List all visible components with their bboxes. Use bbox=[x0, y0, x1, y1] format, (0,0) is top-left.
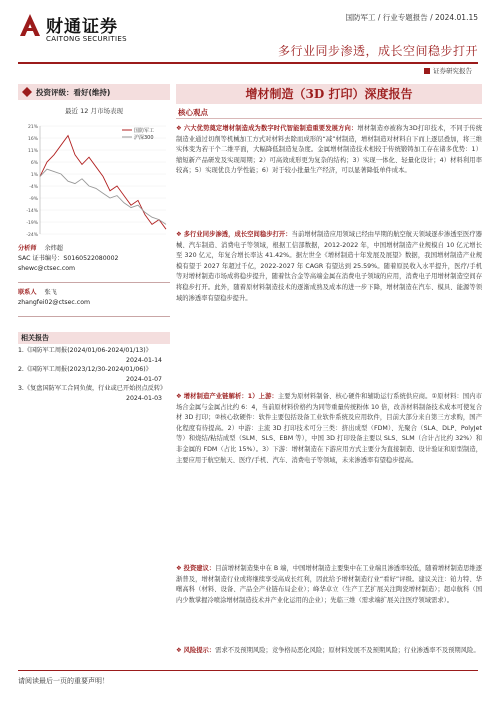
legend-label: 国防军工 bbox=[134, 127, 155, 134]
report-title: 增材制造（3D 打印）深度报告 bbox=[176, 84, 482, 104]
paragraph-industry-chain: ❖ 增材制造产业链解析：1）上游：主要为原材料制备、核心硬件和辅助运行系统供应商。①原材料：国内市场合金属与金属占比约 6：4，当前原材料价格约为同等重量传统粉体 10 倍，改善材料制备技术成本可使复合材 3D 打印；②核心软硬件：软件主要包括设备工业软件系统及应用软件，目前大部分来自第三方求购，国产化程度有待提高。2）中游：主流 3D 打印技术可分三类：挤出成型（FDM）、光聚合（SLA、DLP、PolyJet 等）和烧结/粘结成型（SLM、SLS、EBM 等），中国 3D 打印设备主要以 SLS、SLM（合计占比约 32%）和非金属的 FDM（占比 15%）。3）下游：增材制造在下游应用方式主要分为直接制造、设计验证和原型制造，主要应用于航空航天、医疗/手机、汽车、消费电子等领域，未来渗透率有望稳步提高。 bbox=[176, 393, 482, 464]
diamond-bullet-icon: ❖ bbox=[176, 393, 182, 400]
contact-email[interactable]: zhangfei02@ctsec.com bbox=[18, 299, 91, 306]
diamond-bullet-icon: ❖ bbox=[176, 565, 182, 572]
related-report-item[interactable]: 3.《复盘国防军工合同负债，行业或已开始拐点反转》 2024-01-03 bbox=[18, 385, 167, 402]
y-tick-label: 1% bbox=[30, 173, 38, 178]
related-report-item[interactable]: 1.《国防军工周报(2024/01/06-2024/01/13)》 2024-01-14 bbox=[18, 347, 162, 364]
investment-rating: 投资评级：看好(维持) bbox=[36, 88, 111, 97]
paragraph-risk: ❖ 风险提示：需求不及预期风险；竞争格局恶化风险；原材料发展不及预期风险；行业渗透率不及预期风险。 bbox=[176, 647, 480, 654]
related-reports-list bbox=[18, 346, 170, 403]
y-tick-label: 16% bbox=[27, 137, 38, 142]
tag-square-icon bbox=[424, 68, 430, 74]
analyst-role: 分析师 bbox=[18, 245, 37, 252]
header-divider bbox=[18, 62, 478, 64]
contact-role: 联系人 bbox=[18, 289, 37, 296]
y-tick-label: 21% bbox=[27, 125, 38, 130]
diamond-bullet-icon: ❖ bbox=[176, 231, 182, 238]
y-tick-label: -19% bbox=[26, 221, 38, 226]
y-tick-label: -14% bbox=[26, 209, 38, 214]
analyst-divider bbox=[18, 282, 170, 283]
footer-notice: 请阅读最后一页的重要声明！ bbox=[18, 677, 109, 685]
contact-name: 张飞 bbox=[44, 289, 57, 296]
y-tick-label: 11% bbox=[27, 149, 38, 154]
paragraph-advantages: ❖ 六大优势奠定增材制造成为数字时代智能制造重要发展方向：增材制造亦被称为3D打印技术，不同于传统制造业通过切削等机械加工方式对材料去除而成形的“减”材制造，增材制造对材料自下而上逐层叠加，将三维实体变为若干个二维平面，大幅降低制造复杂度。金属增材制造技术相较于传统锻铸加工存在诸多优势：1）缩短新产品研发及实现周期；2）可高效成形更为复杂的结构；3）实现一体化、轻量化设计；4）材料利用率较高；5）实现优良力学性能；6）对于较小批量生产经济，可以显著降低单件成本。 bbox=[176, 125, 483, 175]
diamond-bullet-icon: ❖ bbox=[176, 125, 182, 132]
report-meta: 国防军工 / 行业专题报告 / 2024.01.15 bbox=[345, 13, 478, 22]
related-reports-heading: 相关报告 bbox=[18, 332, 170, 344]
contact-divider bbox=[18, 316, 170, 317]
caitong-logo-icon bbox=[18, 12, 42, 38]
legend-label: 沪深300 bbox=[134, 134, 154, 141]
y-tick-label: 6% bbox=[30, 161, 38, 166]
chart-title: 最近 12 月市场表现 bbox=[65, 107, 123, 115]
analyst-block bbox=[18, 244, 170, 274]
diamond-bullet-icon: ❖ bbox=[176, 647, 182, 654]
report-headline: 多行业同步渗透，成长空间稳步打开 bbox=[277, 44, 478, 58]
report-tag bbox=[424, 66, 478, 77]
rating-bar bbox=[18, 84, 170, 100]
y-tick-label: -4% bbox=[29, 185, 38, 190]
core-views-heading: 核心观点 bbox=[176, 107, 482, 119]
diamond-bullet-icon bbox=[22, 87, 32, 97]
y-tick-label: -24% bbox=[26, 233, 38, 238]
paragraph-investment-advice: ❖ 投资建议：目前增材制造集中在 B 端，中国增材制造主要集中在工业端且渗透率较低，随着增材制造思维逐渐普及，增材制造行业或将继续享受高成长红利，因此给予增材制造行业“看好”评级。建议关注：铂力特、华曙高科（材料、设备、产品全产业链布局企业）；峰华卓立（生产工艺扩展关注陶瓷增材制造）；超卓航科（国内少数掌握冷喷涂增材制造技术并产业化运用的企业）；先临三维（需求端扩展关注医疗领域需求）。 bbox=[176, 565, 482, 604]
related-report-item[interactable]: 2.《国防军工周报(2023/12/30-2024/01/06)》 2024-01-07 bbox=[18, 366, 162, 383]
analyst-email[interactable]: shewc@ctsec.com bbox=[18, 265, 76, 272]
tag-text: 证券研究报告 bbox=[433, 67, 472, 75]
y-tick-label: -9% bbox=[29, 197, 38, 202]
series-line-0 bbox=[40, 136, 166, 230]
logo bbox=[18, 10, 168, 46]
series-line-1 bbox=[40, 169, 166, 224]
analyst-name: 余炜超 bbox=[44, 245, 63, 252]
contact-block bbox=[18, 288, 170, 308]
market-performance-chart bbox=[18, 118, 170, 242]
logo-cn: 财通证券 bbox=[46, 17, 118, 37]
analyst-sac: SAC 证书编号：S0160522080002 bbox=[18, 255, 119, 262]
paragraph-penetration: ❖ 多行业同步渗透，成长空间稳步打开：当前增材制造应用领域已经由早期的航空航天领域逐步渗透至医疗器械、汽车制造、消费电子等领域，根据工信部数据，2012-2022 年，中国增材制造产业规模自 10 亿元增长至 320 亿元，年复合增长率达 41.42%。据左世全《增材制造十年发展及展望》数据，我国增材制造产业规模有望于 2027 年超过千亿，2022-2027 年 CAGR 有望达到 25.59%。随着原民收入水平提升，医疗/手机等对增材制造市场成将稳步提升，随着钛合金等高端金属在消费电子领域的应用，消费电子用增材制造空间存将稳步打开。此外，随着原材料制造技术的逐渐成熟及成本的进一步下降，增材制造在汽车、模具、能源等领域的渗透率有望稳步提升。 bbox=[176, 231, 483, 302]
logo-en: CAITONG SECURITIES bbox=[46, 35, 127, 43]
footer-divider bbox=[18, 670, 478, 671]
